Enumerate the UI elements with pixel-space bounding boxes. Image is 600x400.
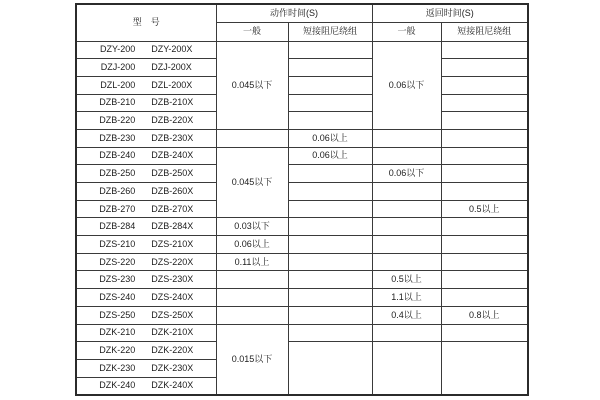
table-row [76,41,528,59]
cell-act-general: 0.11以上 [216,253,288,271]
cell-ret-damped [441,324,528,342]
model-cell [76,165,216,183]
cell-act-general: 0.03以下 [216,218,288,236]
table-row [76,271,528,289]
model-name: DZK-220 [99,345,136,356]
model-cell [76,94,216,112]
cell-act-damped [288,41,372,59]
model-name: DZY-200 [100,44,136,55]
cell-act-damped [288,271,372,289]
cell-ret-damped: 0.5以上 [441,200,528,218]
cell-act-damped: 0.06以上 [288,129,372,147]
header-return-damped: 短接阻尼绕组 [441,22,528,41]
cell-act-damped [288,253,372,271]
cell-act-damped [288,342,372,395]
cell-ret-damped: 0.8以上 [441,306,528,324]
model-name: DZS-220X [151,256,194,267]
model-name: DZK-230X [151,362,194,373]
cell-ret-damped [441,129,528,147]
table-row [76,165,528,183]
cell-act-general [216,129,288,147]
table-row [76,183,528,201]
cell-act-damped [288,112,372,130]
model-cell [76,183,216,201]
model-cell [76,377,216,395]
cell-ret-damped [441,59,528,77]
cell-act-damped [288,324,372,342]
model-name: DZK-210 [99,327,136,338]
model-name: DZB-270X [151,203,194,214]
cell-ret-general: 0.06以下 [372,41,441,129]
model-cell [76,147,216,165]
cell-act-damped [288,306,372,324]
model-cell [76,359,216,377]
cell-ret-damped [441,94,528,112]
model-name: DZB-284X [151,221,194,232]
cell-act-damped [288,289,372,307]
cell-ret-damped [441,147,528,165]
model-cell [76,289,216,307]
model-cell [76,129,216,147]
model-name: DZS-240 [99,291,136,302]
cell-ret-general: 0.4以上 [372,306,441,324]
model-name: DZB-240 [99,150,136,161]
model-name: DZB-210 [99,97,136,108]
model-name: DZB-260X [151,185,194,196]
model-name: DZB-260 [99,185,136,196]
model-name: DZS-210 [99,238,136,249]
model-name: DZB-250X [151,168,194,179]
model-name: DZS-250 [99,309,136,320]
cell-ret-damped [441,218,528,236]
cell-ret-damped [441,342,528,395]
model-name: DZS-230X [151,274,194,285]
model-cell [76,218,216,236]
header-action-damped: 短接阻尼绕组 [288,22,372,41]
header-action-time: 动作时间(S) [216,4,372,22]
cell-act-general [216,289,288,307]
header-return-general: 一般 [372,22,441,41]
table-row [76,218,528,236]
cell-act-general: 0.045以下 [216,147,288,218]
model-cell [76,41,216,59]
table-row [76,147,528,165]
model-name: DZS-210X [151,238,194,249]
cell-ret-general [372,200,441,218]
table-row [76,324,528,342]
cell-act-damped [288,200,372,218]
cell-ret-damped [441,253,528,271]
model-name: DZJ-200 [100,62,136,73]
model-cell [76,112,216,130]
table-row [76,306,528,324]
model-cell [76,200,216,218]
cell-ret-general: 0.5以上 [372,271,441,289]
table-row [76,253,528,271]
cell-act-damped [288,165,372,183]
table-row [76,112,528,130]
model-name: DZB-220X [151,115,194,126]
model-name: DZK-240 [99,380,136,391]
cell-act-damped [288,183,372,201]
model-name: DZB-240X [151,150,194,161]
cell-ret-general [372,236,441,254]
header-return-time: 返回时间(S) [372,4,528,22]
cell-act-damped [288,94,372,112]
model-cell [76,342,216,360]
table-row [76,200,528,218]
model-name: DZB-210X [151,97,194,108]
cell-ret-damped [441,236,528,254]
table-row [76,129,528,147]
model-name: DZS-230 [99,274,136,285]
cell-ret-general [372,183,441,201]
cell-ret-damped [441,112,528,130]
cell-act-damped [288,236,372,254]
cell-act-damped [288,76,372,94]
cell-ret-damped [441,271,528,289]
model-name: DZB-270 [99,203,136,214]
model-name: DZK-220X [151,345,194,356]
cell-ret-general: 0.06以下 [372,165,441,183]
model-name: DZY-200X [151,44,193,55]
cell-ret-general: 1.1以上 [372,289,441,307]
model-cell [76,271,216,289]
cell-act-damped [288,218,372,236]
cell-act-general: 0.045以下 [216,41,288,129]
cell-ret-general [372,253,441,271]
model-name: DZJ-200X [151,62,192,73]
cell-act-general: 0.015以下 [216,324,288,395]
cell-ret-general [372,342,441,395]
cell-ret-general [372,218,441,236]
table-row [76,76,528,94]
model-name: DZS-240X [151,291,194,302]
model-name: DZK-240X [151,380,194,391]
model-name: DZL-200X [151,79,193,90]
cell-ret-damped [441,289,528,307]
model-name: DZL-200 [100,79,136,90]
model-name: DZB-284 [99,221,136,232]
model-name: DZB-250 [99,168,136,179]
cell-act-damped: 0.06以上 [288,147,372,165]
header-action-general: 一般 [216,22,288,41]
model-name: DZB-230 [99,132,136,143]
model-name: DZK-230 [99,362,136,373]
model-cell [76,253,216,271]
cell-ret-general [372,129,441,147]
table-row [76,342,528,360]
cell-act-general [216,271,288,289]
table-row [76,289,528,307]
model-name: DZK-210X [151,327,194,338]
cell-ret-general [372,324,441,342]
model-cell [76,324,216,342]
model-name: DZB-230X [151,132,194,143]
cell-act-general [216,306,288,324]
table-row [76,94,528,112]
cell-act-general: 0.06以上 [216,236,288,254]
cell-ret-damped [441,165,528,183]
spec-table [75,3,529,396]
model-cell [76,236,216,254]
cell-ret-damped [441,76,528,94]
model-cell [76,76,216,94]
cell-ret-damped [441,183,528,201]
header-model: 型 号 [76,4,216,41]
model-name: DZS-250X [151,309,194,320]
model-name: DZB-220 [99,115,136,126]
model-cell [76,306,216,324]
cell-ret-damped [441,41,528,59]
table-row [76,236,528,254]
table-row [76,59,528,77]
model-cell [76,59,216,77]
cell-ret-general [372,147,441,165]
cell-act-damped [288,59,372,77]
model-name: DZS-220 [99,256,136,267]
